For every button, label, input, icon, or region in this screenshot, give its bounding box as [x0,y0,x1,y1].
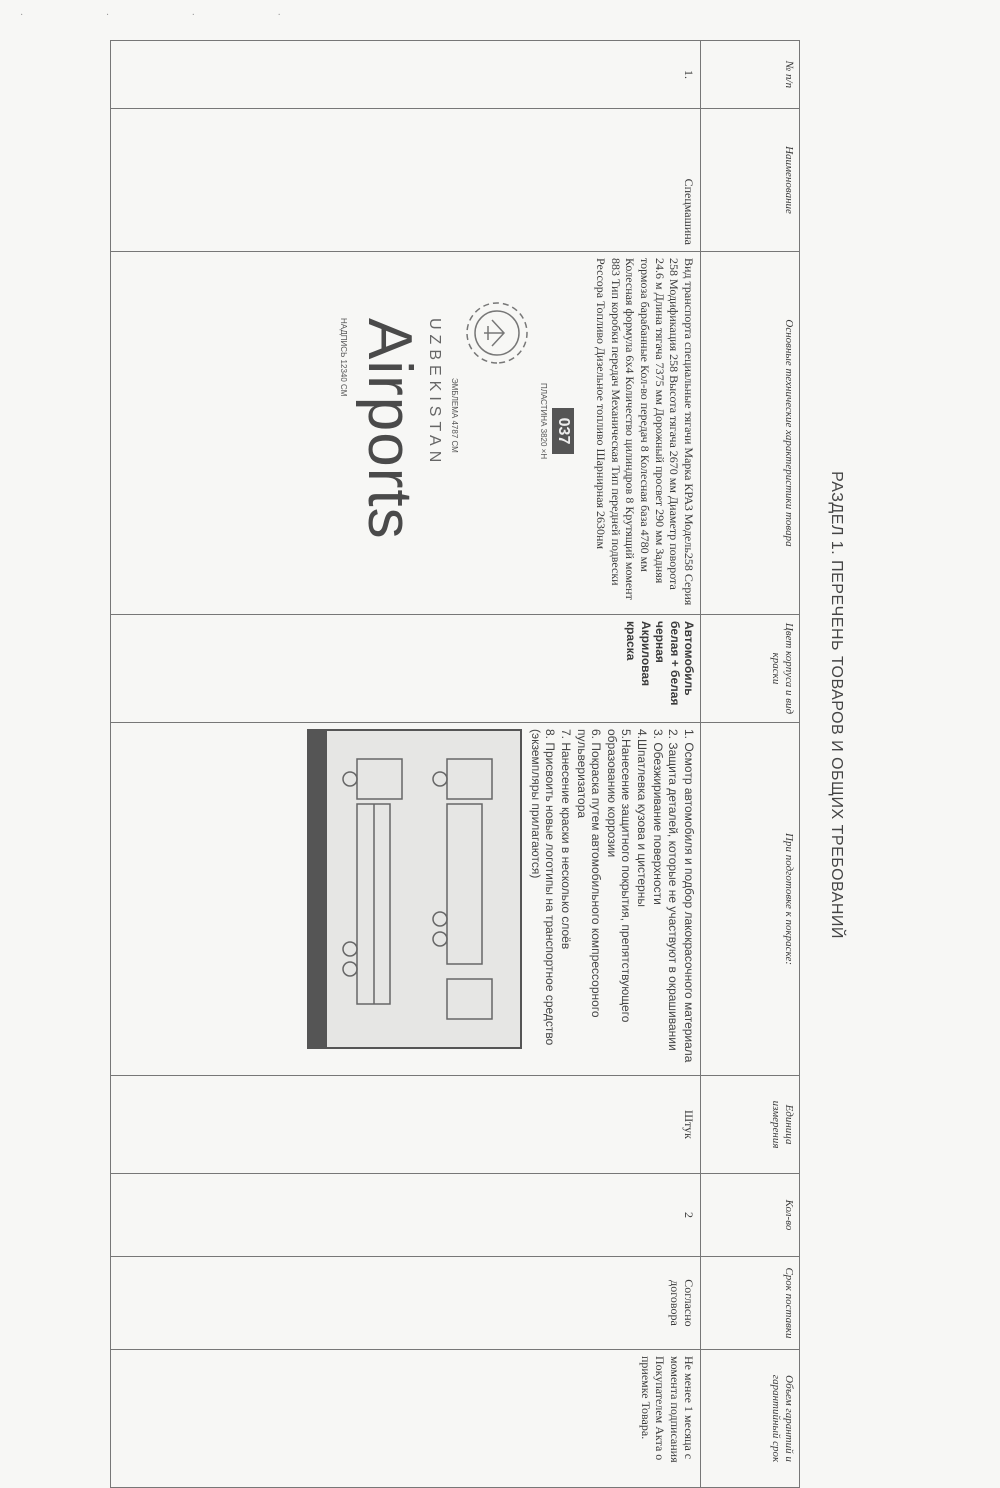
list-item: 5.Нанесение защитного покрытия, препятствующего образованию коррозии [604,729,634,1023]
cell-num: 1. [111,41,701,109]
header-tech: Основные технические характеристики товара [701,252,800,615]
cell-qty: 2 [111,1174,701,1257]
requirements-list [528,729,696,1069]
vehicle-drawing-image [307,729,522,1049]
cell-warranty: Не менее 1 месяца с момента подписания Покупателем Акта о приемке Товара. [111,1350,701,1488]
list-item: 3. Обезжиривание поверхности [650,729,665,905]
header-unit: Единица измерения [701,1076,800,1174]
cell-color: Автомобиль белая + белая черная Акриловая краска [111,615,701,723]
list-item: 8. Присвоить новые логотипы на транспортное средство (экземпляры прилагаются) [528,729,558,1046]
cell-term: Согласно договора [111,1257,701,1350]
tech-specs-text: Вид транспорта специальные тягачи Марка КРАЗ Модель258 Серия 258 Модификация 258 Высота тягача 2670 мм Диаметр поворота 24.6 м Длина тягача 7375 мм Дорожный просвет 290 мм Задняя тормоза барабанные Кол-во передач 8 Колесная база 4780 мм Колесная формула 6х4 Количество цилиндров 8 Крутящий момент 883 Тип коробки передач Механическая Тип передней подвески Рессора Топливо Дизельное топливо Шарнирная 2630нм [594,258,696,606]
goods-table [110,40,800,1488]
header-requirements: При подготовке к покраске: [701,723,800,1076]
cell-name: Спецмашина [111,109,701,252]
header-term: Срок поставки [701,1257,800,1350]
cell-unit: Штук [111,1076,701,1174]
cell-tech [111,252,701,615]
logo-area [284,258,584,608]
page-title: РАЗДЕЛ 1. ПЕРЕЧЕНЬ ТОВАРОВ И ОБЩИХ ТРЕБОВАНИЙ [828,471,845,939]
header-name: Наименование [701,109,800,252]
list-item: 1. Осмотр автомобиля и подбор лакокрасочного материала [682,729,696,1063]
list-item: 4.Шпатлевка кузова и цистерны [635,729,650,907]
brand-caption: НАДПИСЬ 12340 СМ [338,318,348,397]
brand-title: Airports [354,318,424,540]
list-item: 7. Нанесение краски в несколько слоёв [559,729,573,950]
header-color: Цвет корпуса и вид краски [701,615,800,723]
brand-subtitle: UZBEKISTAN [425,318,443,468]
airplane-emblem-icon [462,298,532,368]
emblem-caption: ЭМБЛЕМА 4787 СМ [449,378,459,453]
cell-requirements [111,723,701,1076]
table-header-row [701,41,800,1488]
header-warranty: Объем гарантий и гарантийный срок [701,1350,800,1488]
list-item: 2. Защита деталей, которые не участвуют в окрашивании [666,729,681,1051]
list-item: 6. Покраска путем автомобильного компрессорного пульверизатора [574,729,604,1018]
badge-caption: ПЛАСТИНА 3820 ×Н [538,383,548,460]
scan-specks: · · · · [20,10,321,21]
header-qty: Кол-во [701,1174,800,1257]
table-row [111,41,701,1488]
header-num: № п/п [701,41,800,109]
document-page [65,40,845,1463]
number-plate-badge: 037 [552,408,574,454]
